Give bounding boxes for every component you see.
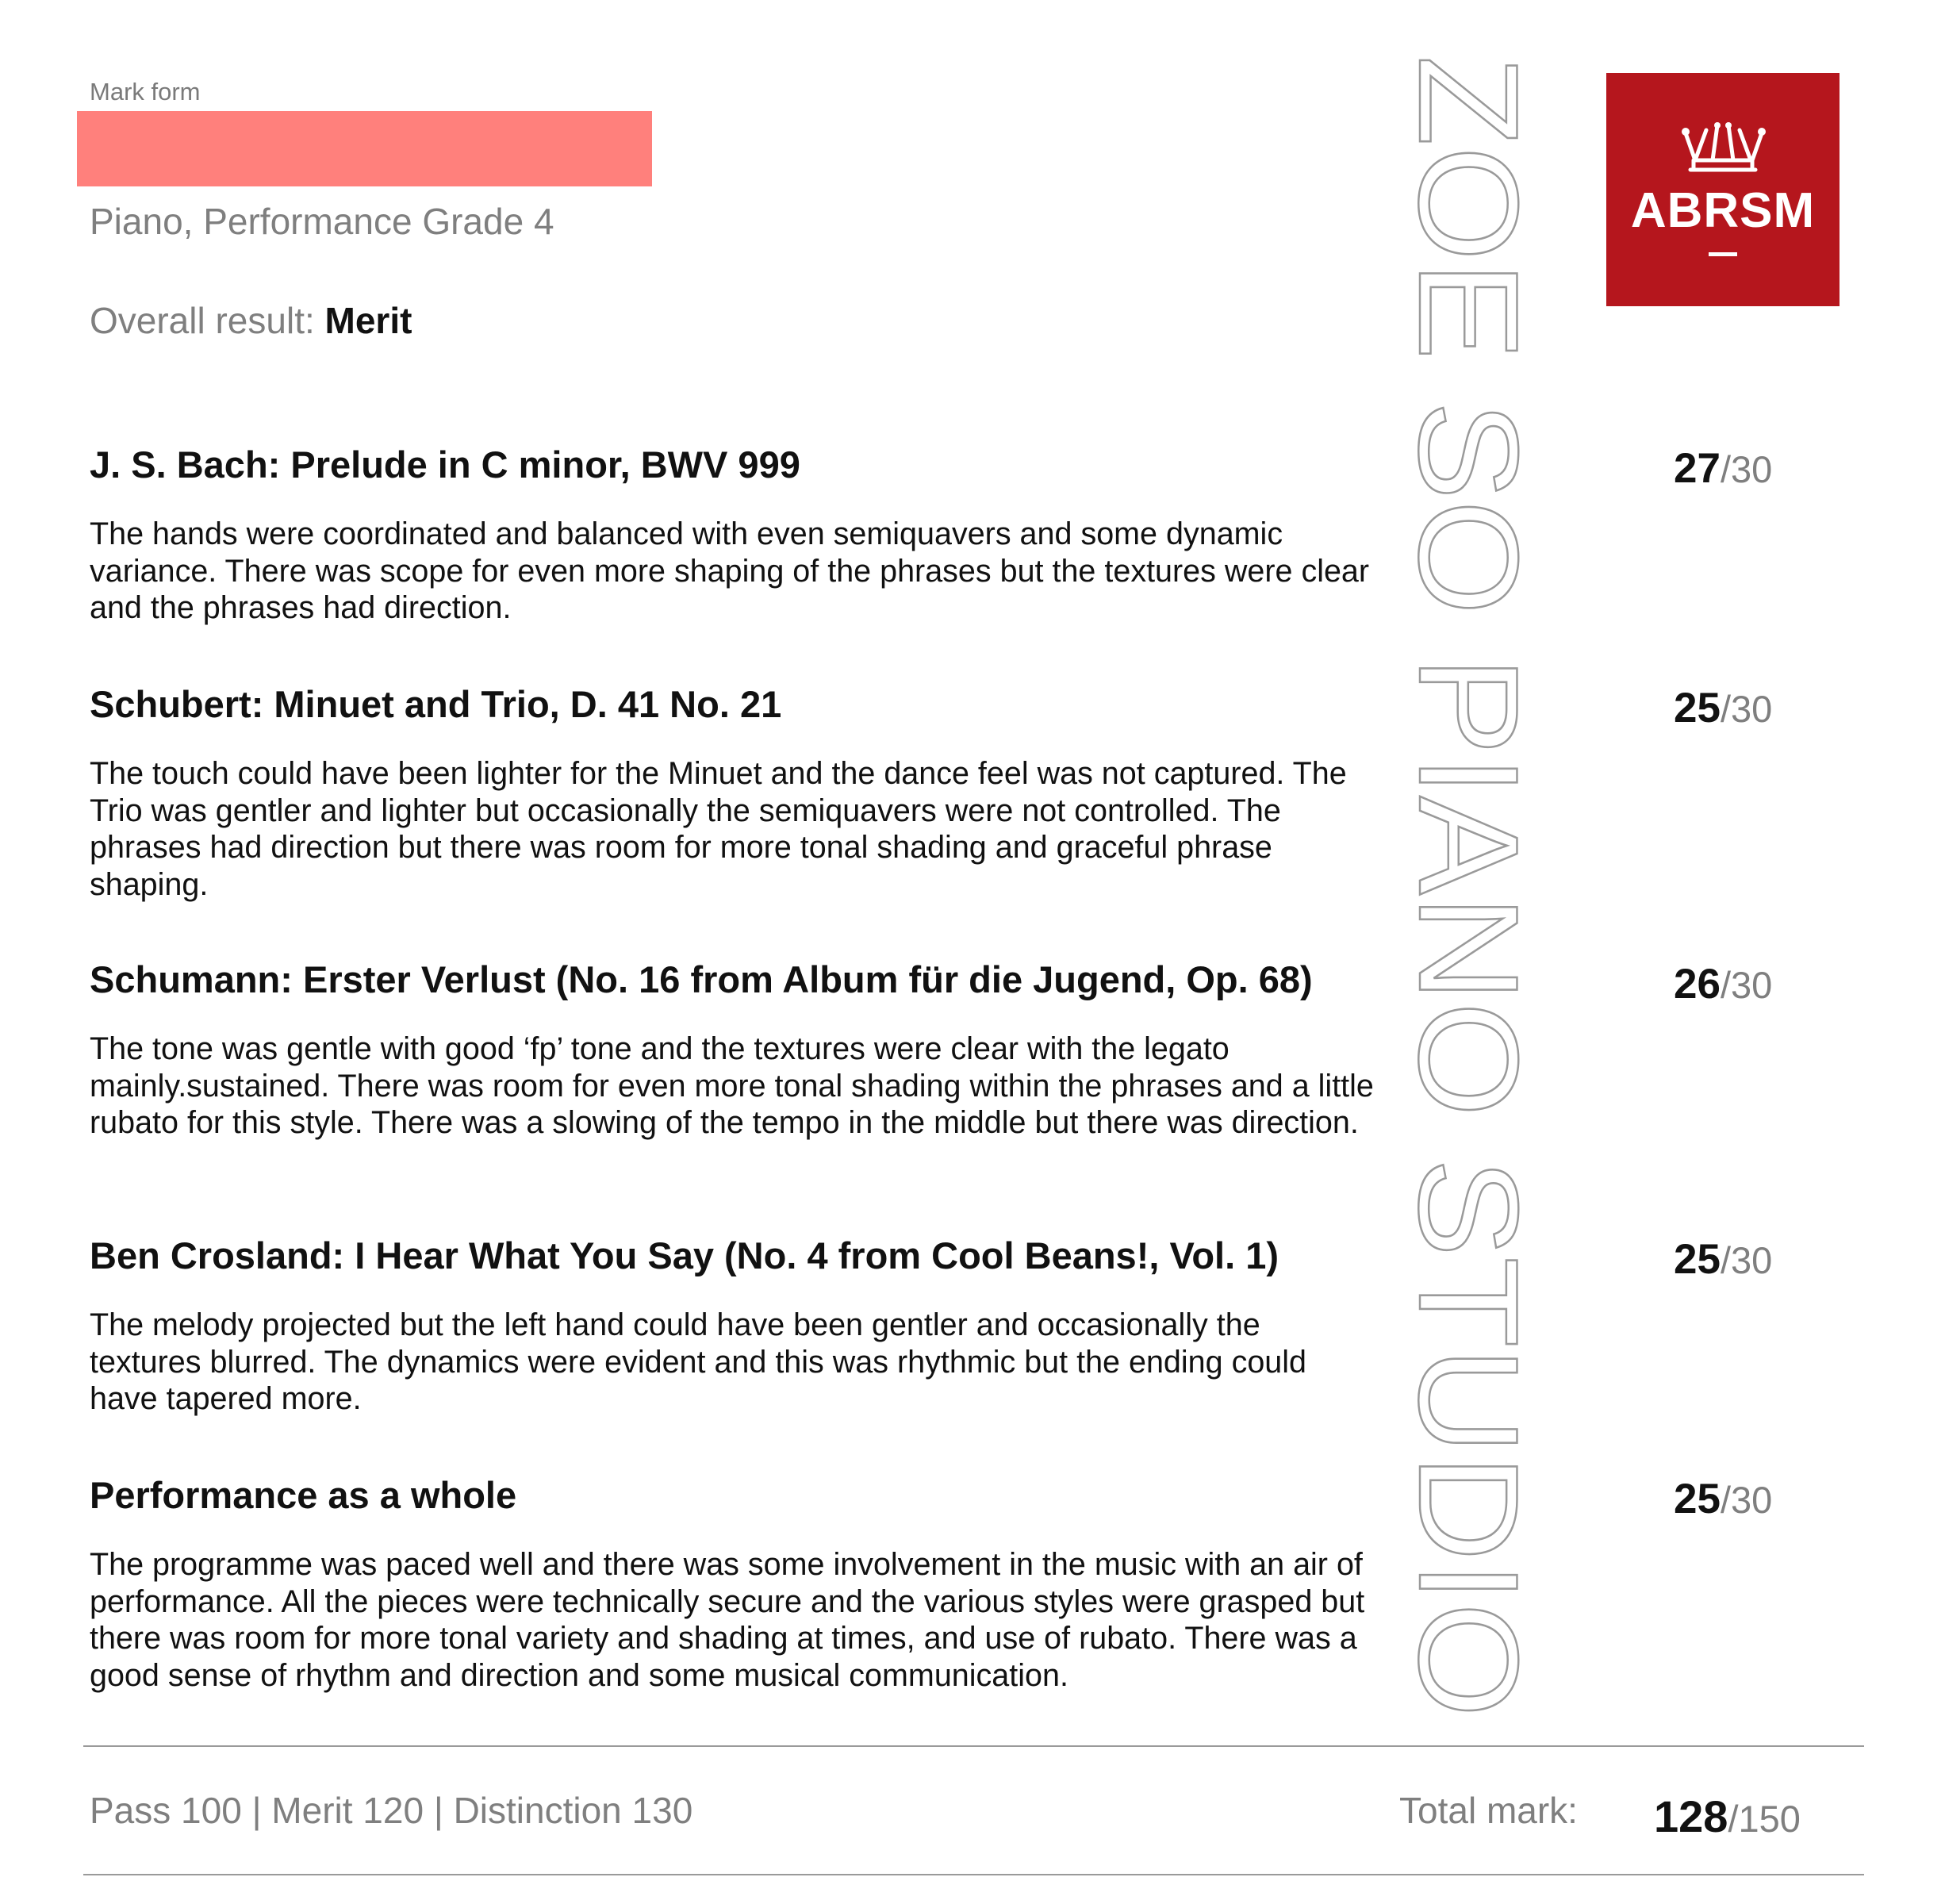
score-max: /30 (1720, 688, 1773, 730)
section-title: Schubert: Minuet and Trio, D. 41 No. 21 (90, 683, 782, 725)
overall-result-label: Overall result: (90, 300, 315, 341)
section-comment: The hands were coordinated and balanced with even semiquavers and some dynamic variance. There was scope for even more shaping of the phrases but the textures were clear and the phrases had direction. (90, 516, 1370, 625)
score-max: /30 (1720, 1239, 1773, 1281)
section-title: Ben Crosland: I Hear What You Say (No. 4 from Cool Beans!, Vol. 1) (90, 1234, 1279, 1276)
divider (83, 1874, 1864, 1875)
section-comment: The touch could have been lighter for the Minuet and the dance feel was not captured. The Trio was gentler and lighter but occasionally the semiquavers were not controlled. The phrases had direction but there was room for more tonal shading and graceful phrase shaping. (90, 756, 1347, 902)
score-value: 27 (1674, 445, 1721, 492)
score-value: 25 (1674, 1476, 1721, 1522)
form-label: Mark form (90, 78, 201, 106)
crown-icon (1679, 122, 1767, 178)
section-comment: The programme was paced well and there was some involvement in the music with an air of performance. All the pieces were technically secure and the various styles were grasped but there was room for more tonal variety and shading at times, and use of rubato. There was a good sense of rhythm and direction and some musical communication. (90, 1547, 1365, 1693)
score-max: /30 (1720, 964, 1773, 1006)
overall-result-value: Merit (324, 300, 412, 341)
subject-title: Piano, Performance Grade 4 (90, 201, 554, 242)
score-max: /30 (1720, 1479, 1773, 1521)
score-max: /30 (1720, 448, 1773, 490)
section-score (1674, 1235, 1772, 1284)
section-title: Performance as a whole (90, 1474, 517, 1516)
section-title: J. S. Bach: Prelude in C minor, BWV 999 (90, 443, 800, 486)
section-score (1674, 444, 1772, 493)
abrsm-logo (1606, 73, 1840, 306)
redacted-candidate-name (77, 111, 652, 186)
score-value: 26 (1674, 961, 1721, 1008)
total-mark-max: /150 (1728, 1798, 1801, 1840)
section-score (1674, 1475, 1772, 1523)
score-value: 25 (1674, 685, 1721, 731)
abrsm-wordmark: ABRSM (1630, 183, 1816, 238)
section-score (1674, 960, 1772, 1008)
section-comment: The tone was gentle with good ‘fp’ tone and the textures were clear with the legato mainly.sustained. There was room for even more tonal shading within the phrases and a little rubato for this style. There was a slowing of the tempo in the middle but there was direction. (90, 1031, 1374, 1140)
section-comment: The melody projected but the left hand could have been gentler and occasionally the textures blurred. The dynamics were evident and this was rhythmic but the ending could have tapered more. (90, 1307, 1307, 1416)
grade-thresholds: Pass 100 | Merit 120 | Distinction 130 (90, 1790, 693, 1831)
section-score (1674, 684, 1772, 732)
overall-result (90, 299, 412, 342)
total-mark-label: Total mark: (1399, 1790, 1578, 1831)
divider (83, 1745, 1864, 1747)
section-title: Schumann: Erster Verlust (No. 16 from Album für die Jugend, Op. 68) (90, 958, 1313, 1000)
score-value: 25 (1674, 1236, 1721, 1283)
watermark-text: ZOE SO PIANO STUDIO (1390, 56, 1548, 1641)
total-mark (1654, 1791, 1801, 1842)
logo-underline (1709, 252, 1737, 256)
total-mark-value: 128 (1654, 1791, 1728, 1841)
